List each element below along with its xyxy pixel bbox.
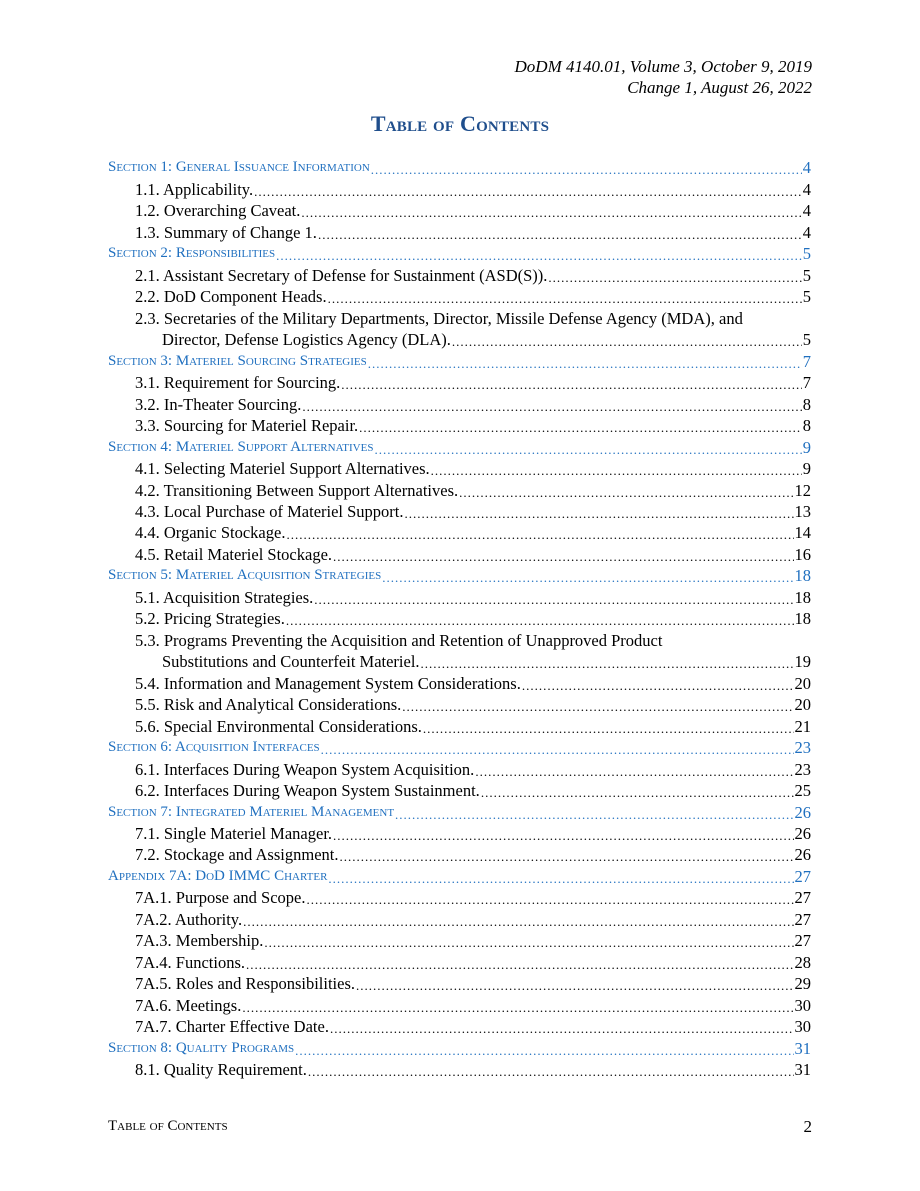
toc-entry[interactable]: 1.1. Applicability. ..... 4: [108, 177, 811, 198]
toc-entry[interactable]: 2.3. Secretaries of the Military Departments, Director, Missile Defense Agency (MDA), and: [135, 308, 743, 328]
toc-entry[interactable]: 7A.6. Meetings. ..... 30: [108, 993, 811, 1014]
toc-entry[interactable]: 4.2. Transitioning Between Support Alternatives. ..... 12: [108, 478, 811, 499]
toc-entry[interactable]: 4.1. Selecting Materiel Support Alternatives. ..... 9: [108, 457, 811, 478]
toc-section-link[interactable]: Section 1: General Issuance Information ..... 4: [108, 156, 811, 177]
page-title: Table of Contents: [370, 111, 550, 136]
toc-entry[interactable]: 3.3. Sourcing for Materiel Repair. ..... 8: [108, 414, 811, 435]
header-document-id: DoDM 4140.01, Volume 3, October 9, 2019: [514, 57, 812, 76]
toc-entry[interactable]: 2.2. DoD Component Heads. ..... 5: [108, 285, 811, 306]
toc-entry[interactable]: 7A.7. Charter Effective Date. ..... 30: [108, 1015, 811, 1036]
table-of-contents: [108, 156, 811, 1079]
header-change-date: Change 1, August 26, 2022: [627, 78, 812, 97]
toc-entry[interactable]: 8.1. Quality Requirement. ..... 31: [108, 1058, 811, 1079]
toc-entry[interactable]: 4.5. Retail Materiel Stockage. ..... 16: [108, 542, 811, 563]
toc-section-link[interactable]: Section 5: Materiel Acquisition Strategies ..... 18: [108, 564, 811, 585]
toc-page-number: 4: [802, 158, 811, 178]
page-number: 2: [803, 1117, 812, 1136]
toc-entry[interactable]: 5.3. Programs Preventing the Acquisition and Retention of Unapproved Product: [135, 630, 663, 650]
toc-entry-continuation[interactable]: Director, Defense Logistics Agency (DLA). ..... 5: [108, 328, 811, 349]
toc-section-link[interactable]: Section 6: Acquisition Interfaces ..... 23: [108, 736, 811, 757]
toc-entry[interactable]: 7A.5. Roles and Responsibilities. ..... 29: [108, 972, 811, 993]
toc-entry[interactable]: 5.4. Information and Management System Considerations. ..... 20: [108, 671, 811, 692]
toc-entry[interactable]: 7A.2. Authority. ..... 27: [108, 907, 811, 928]
toc-entry[interactable]: 7A.1. Purpose and Scope. ..... 27: [108, 886, 811, 907]
toc-entry[interactable]: 1.3. Summary of Change 1. ..... 4: [108, 220, 811, 241]
toc-entry[interactable]: 6.1. Interfaces During Weapon System Acquisition. ..... 23: [108, 757, 811, 778]
toc-entry[interactable]: 4.3. Local Purchase of Materiel Support. ..... 13: [108, 500, 811, 521]
toc-section-link[interactable]: Section 7: Integrated Materiel Management ..... 26: [108, 800, 811, 821]
toc-entry[interactable]: 5.6. Special Environmental Considerations. ..... 21: [108, 714, 811, 735]
toc-entry[interactable]: 3.1. Requirement for Sourcing. ..... 7: [108, 371, 811, 392]
toc-entry[interactable]: 1.2. Overarching Caveat. ..... 4: [108, 199, 811, 220]
toc-section-link[interactable]: Section 3: Materiel Sourcing Strategies ..... 7: [108, 349, 811, 370]
toc-entry[interactable]: 2.1. Assistant Secretary of Defense for Sustainment (ASD(S)). ..... 5: [108, 263, 811, 284]
toc-entry[interactable]: 5.2. Pricing Strategies. ..... 18: [108, 607, 811, 628]
toc-entry[interactable]: 6.2. Interfaces During Weapon System Sustainment. ..... 25: [108, 779, 811, 800]
toc-section-link[interactable]: Appendix 7A: DoD IMMC Charter ..... 27: [108, 864, 811, 885]
document-header: [515, 56, 812, 98]
toc-section-link[interactable]: Section 4: Materiel Support Alternatives ..... 9: [108, 435, 811, 456]
toc-entry[interactable]: 7.1. Single Materiel Manager. ..... 26: [108, 822, 811, 843]
toc-entry[interactable]: 5.1. Acquisition Strategies. ..... 18: [108, 585, 811, 606]
toc-entry-continuation[interactable]: Substitutions and Counterfeit Materiel. ..... 19: [108, 650, 811, 671]
toc-entry[interactable]: 5.5. Risk and Analytical Considerations. ..... 20: [108, 693, 811, 714]
toc-entry[interactable]: 7A.3. Membership. ..... 27: [108, 929, 811, 950]
footer-label: Table of Contents: [108, 1118, 228, 1134]
toc-entry[interactable]: 3.2. In-Theater Sourcing. ..... 8: [108, 392, 811, 413]
toc-section-link[interactable]: Section 8: Quality Programs ..... 31: [108, 1036, 811, 1057]
toc-section-link[interactable]: Section 2: Responsibilities ..... 5: [108, 242, 811, 263]
toc-entry[interactable]: 4.4. Organic Stockage. ..... 14: [108, 521, 811, 542]
toc-entry[interactable]: 7.2. Stockage and Assignment. ..... 26: [108, 843, 811, 864]
toc-entry[interactable]: 7A.4. Functions. ..... 28: [108, 950, 811, 971]
